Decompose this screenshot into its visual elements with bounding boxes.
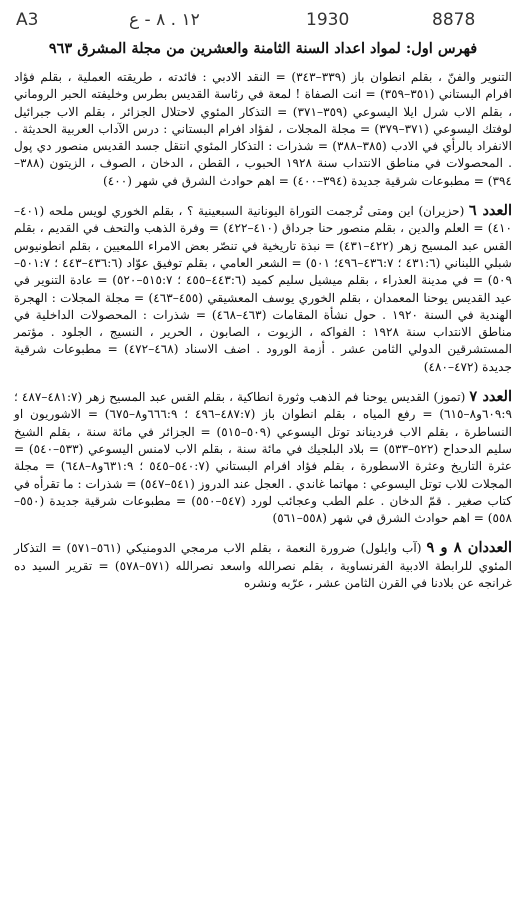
section-issue-6 <box>14 202 512 376</box>
handwritten-date: ١٢ . ٨ - ع <box>129 10 200 30</box>
section-issue-7 <box>14 388 512 527</box>
page-title: فهرس اول: لمواد اعداد السنة الثامنة والعشرين من مجلة المشرق ٩٦٣ <box>48 40 478 57</box>
section-text: (حزيران) اين ومتى تُرجمت التوراة اليونانية السبعينية ؟ ، بقلم الخوري لويس ملحه (٤٠١–٤١٠) = العلم والدين ، بقلم منصور حنا جرداق (٤١٠–٤٢٢) = وفرة الذهب والتحف في القديم ، بقلم القس عبد المسيح زهر (٤٢٢–٤٣١) = نبذة تاريخية في تنصّر بعض الامراء اللمعيين ، بقلم انطونيوس شبلي اللبناني (٤٣١:٦ ؛ ٤٣٦:٧–٤٩٦؛ ٥٠١) = الشعر العامي ، بقلم توفيق عوّاد (٤٣٦:٦–٤٤٣ ؛ ٥٠١:٧–٥٠٩) = في مدينة العذراء ، بقلم ميشيل سليم كميد (٤٤٣:٦–٤٥٥ ؛ ٥١٥:٧–٥٢٠) = عادة التنوير في عيد القديس يوحنا المعمدان ، بقلم الخوري يوسف المعشيقي (٤٥٥–٤٦٣) = مجلة المجلات : الهجرة الهندية في السنة ١٩٢٠ . حول نشأة المقامات (٤٦٣–٤٦٨) = شذرات : المحصولات الداخلية في مناطق الانتداب سنة ١٩٢٨ : الفواكه ، الزيوت ، الصابون ، الحرير ، النسيج ، الجلود . مؤتمر المستشرقين الدولي الثامن عشر . أزمة الورود . اضف الاسناد (٤٦٨–٤٧٢) = مطبوعات شرقية جديدة (٤٧٢–٤٨٠) <box>14 204 513 374</box>
section-issues-8-9 <box>14 539 512 592</box>
section-continuation <box>14 69 512 190</box>
section-body <box>14 388 512 527</box>
handwritten-annotations <box>14 8 512 34</box>
section-body <box>14 539 512 592</box>
handwritten-ref: 8878 <box>432 10 476 30</box>
section-text: (تموز) القديس يوحنا فم الذهب وثورة انطاكية ، بقلم القس عبد المسيح زهر (٤٨١:٧–٤٨٧ ؛ ٦٠٩:٩و٨–٦١٥) = رفع المياه ، بقلم انطوان باز (٤٨٧:٧–٤٩٦ ؛ ٦٦٦:٩و٨–٦٧٥) = الاشوريون او النساطرة ، بقلم الاب فرديناند توتل اليسوعي (٥٠٩–٥١٥) = الجزائر في مائة سنة ، بقلم الشيخ سليم الدحداح (٥٢٢–٥٣٣) = بلاد البلجيك في مائة سنة ، بقلم الاب لامنس اليسوعي (٥٣٣–٥٤٠) = عثرة التاريخ وعثرة الاسطورة ، بقلم فؤاد افرام البستاني (٥٤٠:٧–٥٤٥ ؛ ٦٣١:٩و٨–٦٤٨) = مجلة المجلات للاب توتل اليسوعي : مهاتما غاندي . العجل عند الدروز (٥٤١–٥٤٧) = شذرات : ما تقرأه في كتاب صغير . قمّ الدخان . علم الطب وعجائب لورد (٥٤٧–٥٥٠) = مطبوعات شرقية جديدة (٥٥٠–٥٥٨) = اهم حوادث الشرق في شهر (٥٥٨–٥٦١) <box>14 390 512 526</box>
section-body <box>14 202 512 376</box>
section-heading: العدد ٧ <box>469 388 512 406</box>
section-heading: العددان ٨ و ٩ <box>426 539 512 557</box>
section-heading: العدد ٦ <box>468 202 512 220</box>
section-body: التنوير والفنّ ، بقلم انطوان باز (٣٣٩–٣٤٣) = النقد الادبي : فائدته ، طريقته العملية ، بقلم فؤاد افرام البستاني (٣٥١–٣٥٩) = انت الصفاة ! لمعة في رئاسة القديس بطرس وخليفته الحبر الروماني ، بقلم الاب شرل ايلا اليسوعي (٣٥٩–٣٧١) = التذكار المئوي لاحتلال الجزائر ، بقلم الاب جبرائيل لوفتك اليسوعي (٣٧١–٣٧٩) = مجلة المجلات ، لفؤاد افرام البستاني : درس الآداب العربية الحديثة . الانفراد بالرأي في الادب (٣٨٥–٣٨٨) = شذرات : التذكار المئوي انتقل جسد القديس منصور دي پول . المحصولات في مناطق الانتداب سنة ١٩٢٨ الحبوب ، القطن ، الدخان ، الصوف ، الزيتون (٣٨٨–٣٩٤) = مطبوعات شرقية جديدة (٣٩٤–٤٠٠) = اهم حوادث الشرق في شهر (٤٠٠) <box>14 70 513 188</box>
section-text: (آب وايلول) ضرورة النعمة ، بقلم الاب مرمجي الدومنيكي (٥٦١–٥٧١) = التذكار المئوي للرابطة الادبية الفرنساوية ، بقلم نصرالله واسعد نصرالله (٥٧١–٥٧٨) = تقرير السيد ده غرانجه عن بلادنا في القرن الثامن عشر ، عرّبه ونشره <box>14 541 512 591</box>
handwritten-year: 1930 <box>306 10 350 30</box>
handwritten-code: A3 <box>16 10 39 30</box>
